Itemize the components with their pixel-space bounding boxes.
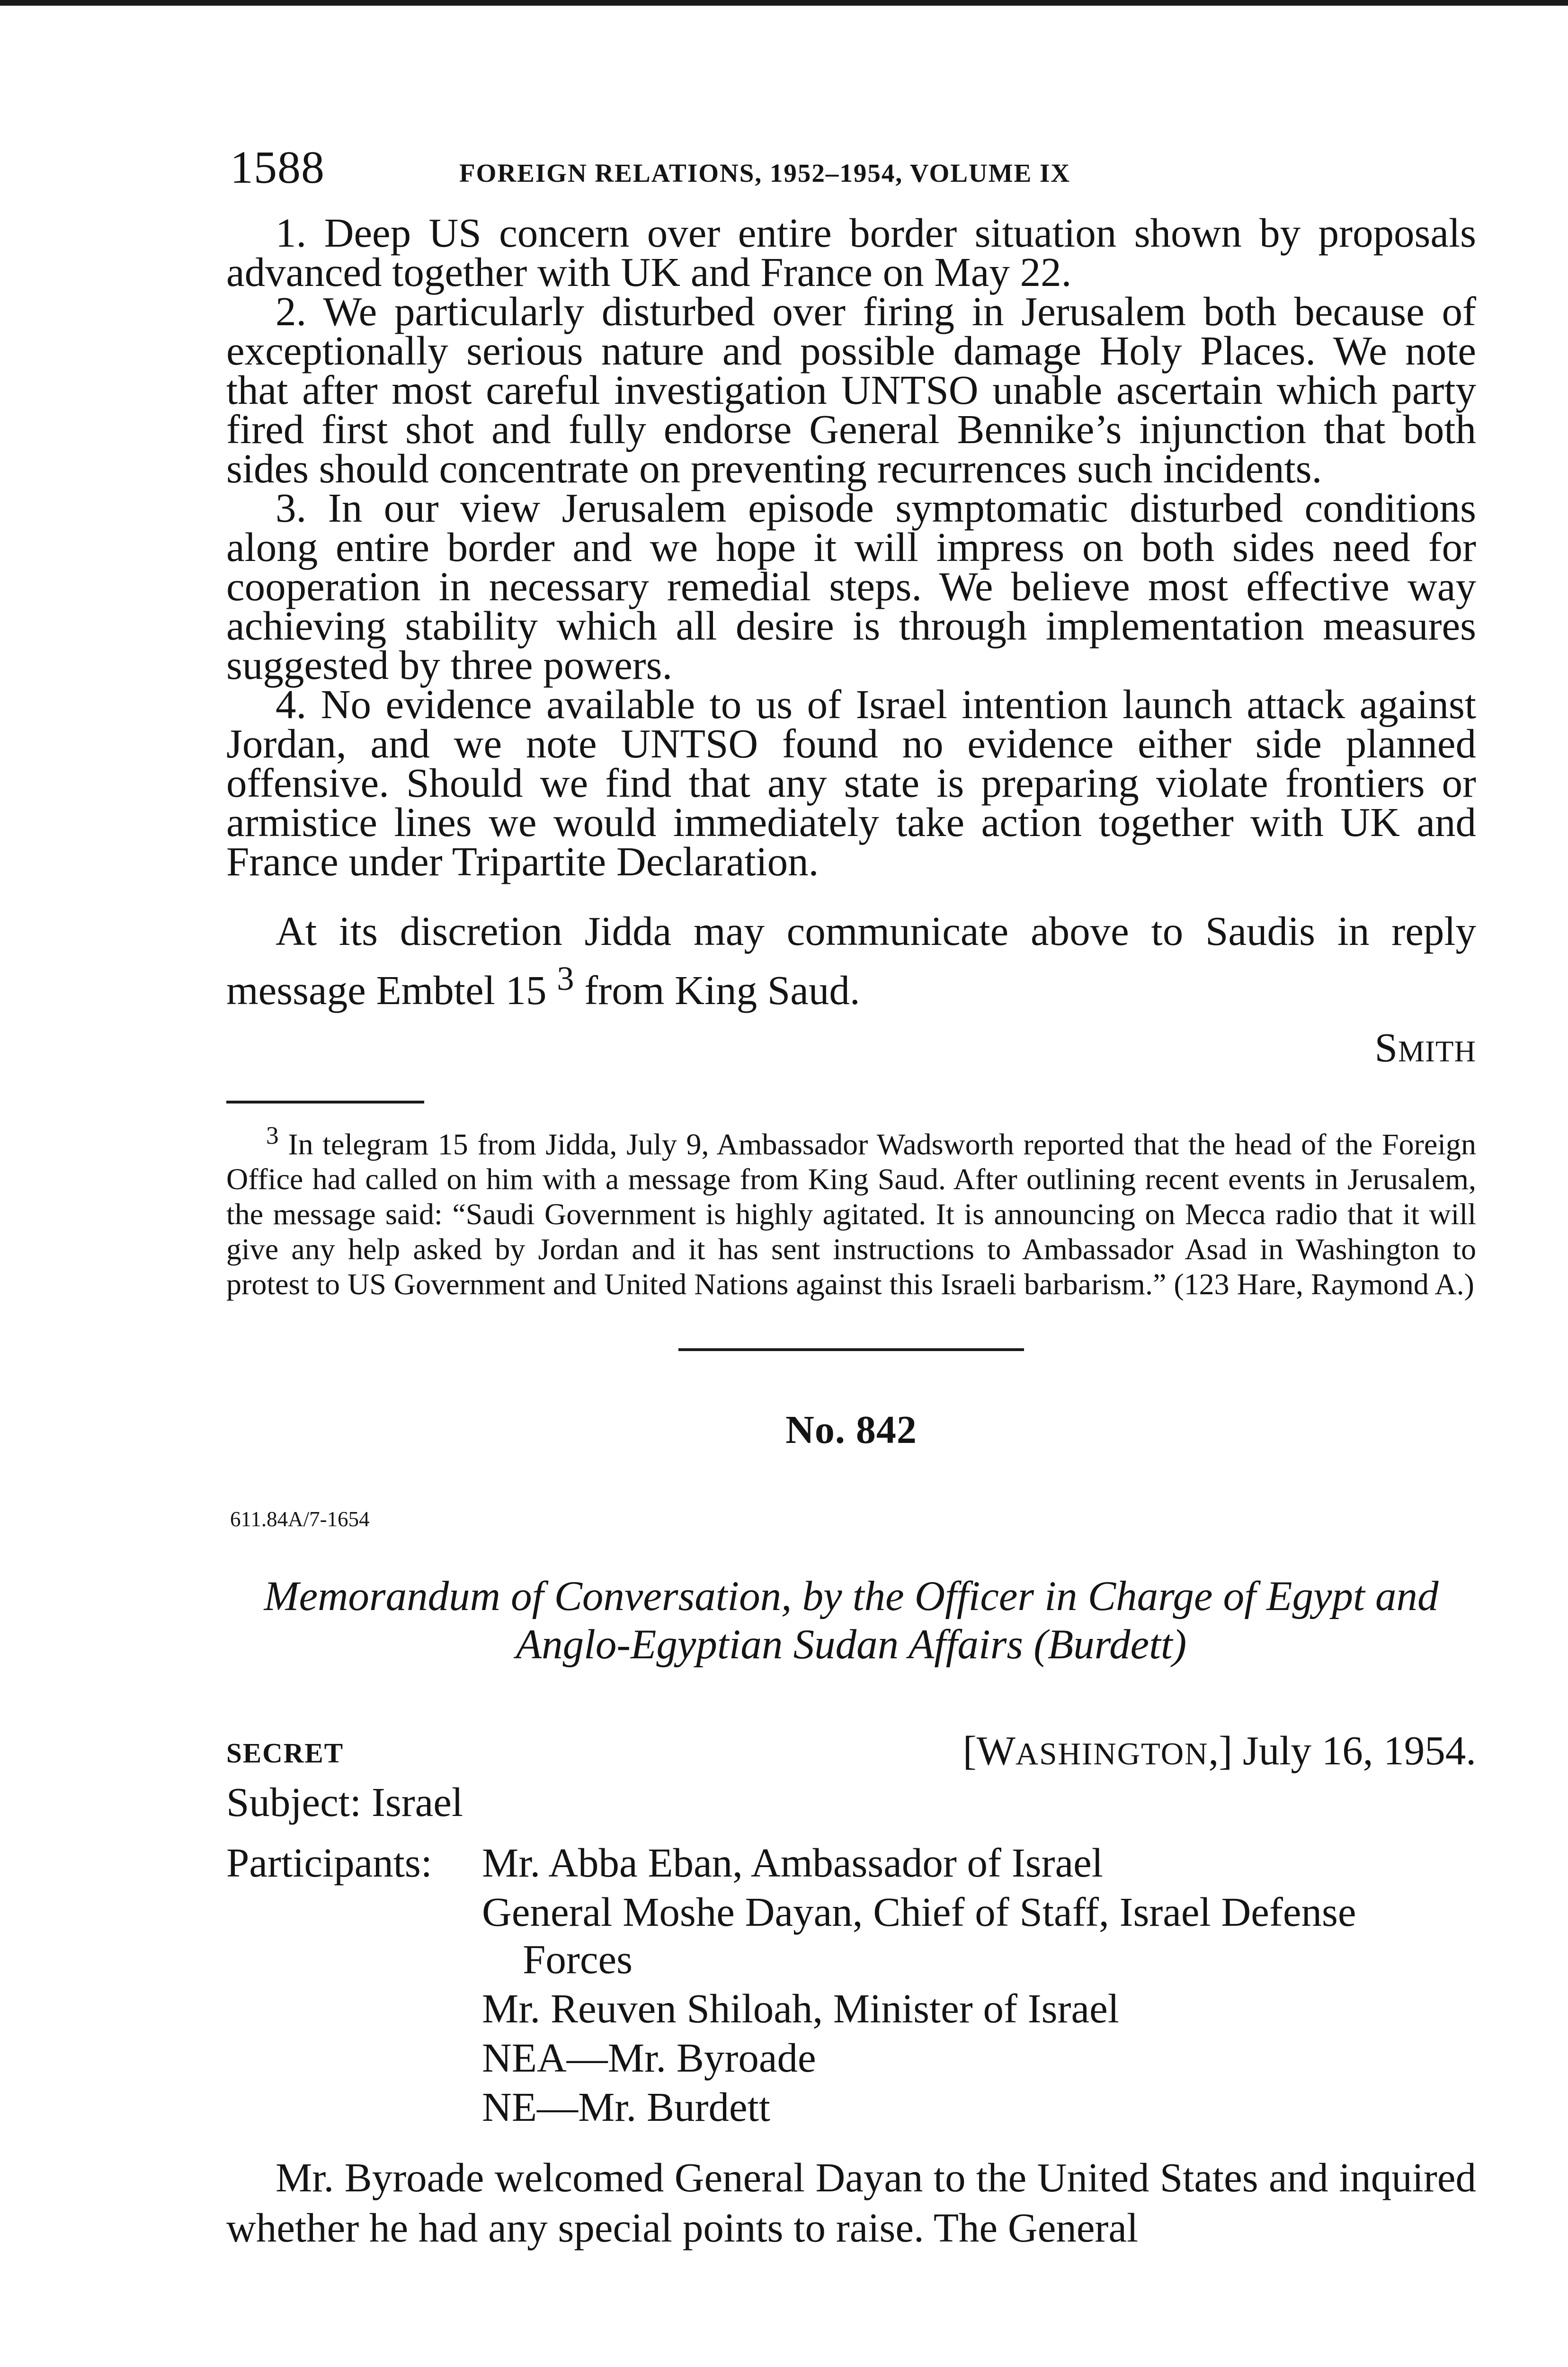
footnote-reference: 3: [557, 959, 574, 997]
page-number: 1588: [230, 142, 325, 193]
footnote-text: In telegram 15 from Jidda, July 9, Ambassador Wadsworth reported that the head of the Foreign Office had called on him with a message from King Saud. After outlining recent events in Jerusalem, the message said: “Saudi Government is highly agitated. It is announcing on Mecca radio that it will give any help asked by Jordan and it has sent instructions to Ambassador Asad in Washington to protest to US Government and United Nations against this Israeli barbarism.” (123 Hare, Raymond A.): [226, 1127, 1477, 1301]
dateline-open: [W: [962, 1727, 1016, 1774]
closing-paragraph: [226, 908, 1476, 1014]
section-divider: [678, 1348, 1024, 1351]
top-edge-rule: [0, 0, 1568, 6]
classification-row: [226, 1726, 1476, 1774]
point-4: 4. No evidence available to us of Israel intention launch attack against Jordan, and we note UNTSO found no evidence either side planned offensive. Should we find that any state is preparing violate frontiers or armistice lines we would immediately take action together with UK and France under Tripartite Declaration.: [226, 681, 1476, 884]
point-3: 3. In our view Jerusalem episode symptomatic disturbed conditions along entire border and we hope it will impress on both sides need for cooperation in necessary remedial steps. We believe most effective way achieving stability which all desire is through implementation measures suggested by three powers.: [226, 485, 1476, 688]
file-reference: 611.84A/7-1654: [230, 1507, 370, 1531]
footnote: [226, 1118, 1476, 1302]
participant: General Moshe Dayan, Chief of Staff, Israel Defense Forces: [482, 1889, 1356, 1983]
document-page: [226, 133, 1476, 2253]
participants-list: [482, 1839, 1476, 2131]
footnote-marker: 3: [266, 1121, 279, 1149]
running-header: [226, 133, 1476, 213]
signature: [226, 1023, 1476, 1071]
numbered-points: [226, 210, 1476, 884]
closing-text-end: from King Saud.: [584, 967, 860, 1013]
running-title: FOREIGN RELATIONS, 1952–1954, VOLUME IX: [459, 159, 1071, 187]
participant: NEA—Mr. Byroade: [482, 2035, 816, 2081]
participant: Mr. Abba Eban, Ambassador of Israel: [482, 1840, 1103, 1886]
document-number: No. 842: [785, 1408, 917, 1452]
memo-title: Memorandum of Conversation, by the Officer in Charge of Egypt and Anglo-Egyptian Sudan Affairs (Burdett): [264, 1573, 1439, 1668]
footnote-rule: [226, 1101, 424, 1103]
dateline: [963, 1726, 1476, 1774]
participants-label: Participants:: [226, 1840, 432, 1886]
dateline-date: ,] July 16, 1954.: [1208, 1727, 1476, 1774]
point-2: 2. We particularly disturbed over firing in Jerusalem both because of exceptionally serious nature and possible damage Holy Places. We note that after most careful investigation UNTSO unable ascertain which party fired first shot and fully endorse General Bennike’s injunction that both sides should concentrate on preventing recurrences such incidents.: [226, 288, 1476, 491]
body-paragraph: Mr. Byroade welcomed General Dayan to the United States and inquired whether he had any special points to raise. The General: [226, 2154, 1476, 2251]
signature-initial: S: [1374, 1024, 1399, 1070]
dateline-place: ASHINGTON: [1015, 1736, 1209, 1772]
signature-rest: MITH: [1398, 1035, 1476, 1068]
subject-line: Subject: Israel: [226, 1779, 463, 1825]
participant: Mr. Reuven Shiloah, Minister of Israel: [482, 1985, 1119, 2032]
participant: NE—Mr. Burdett: [482, 2084, 770, 2130]
classification-label: SECRET: [226, 1737, 344, 1769]
participants-block: [226, 1839, 1476, 2131]
point-1: 1. Deep US concern over entire border situation shown by proposals advanced together with UK and France on May 22.: [226, 210, 1476, 295]
closing-text: At its discretion Jidda may communicate above to Saudis in reply message Embtel 15: [226, 908, 1476, 1013]
